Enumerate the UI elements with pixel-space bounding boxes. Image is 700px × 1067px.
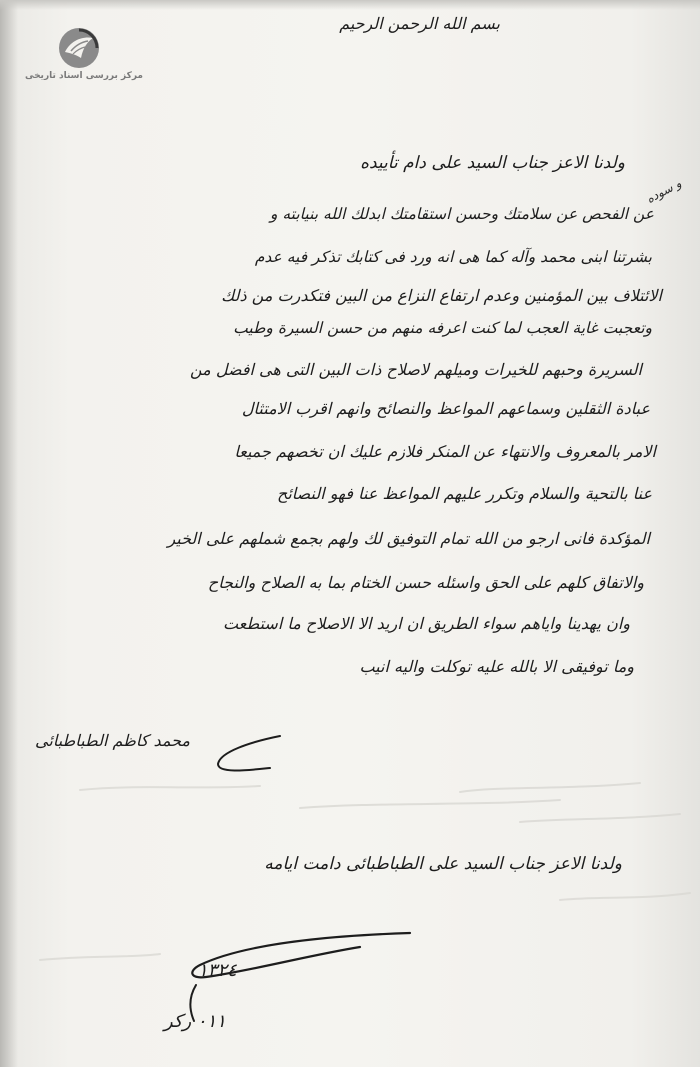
envelope-addressee: ولدنا الاعز جناب السید علی الطباطبائی دامت ایامه [264,854,622,874]
margin-note: و سوده [643,176,684,206]
signature: محمد کاظم الطباطبائی [35,731,190,750]
letter-heading: بسم الله الرحمن الرحیم [339,14,500,33]
addressee-line: ولدنا الاعز جناب السيد علی دام تأییده [360,153,625,173]
date-mark: ١٣٢٤ [198,960,237,981]
letter-body-line: المؤکدة فانی ارجو من الله تمام التوفیق لك ولهم بجمع شملهم علی الخیر [167,529,650,548]
letter-body-line: الامر بالمعروف والانتهاء عن المنکر فلازم علیك ان تخصهم جمیعا [234,442,656,461]
letter-body-line: بشرتنا ابنی محمد وآله کما هی انه ورد فی کتابك تذکر فیه عدم [254,248,652,266]
closing-swash [210,730,290,780]
letter-body-line: والاتفاق کلهم علی الحق واسئله حسن الختام بما به الصلاح والنجاح [207,573,644,592]
letter-body-line: عنا بالتحیة والسلام وتکرر علیهم المواعظ عنا فهو النصائح [277,484,652,503]
letter-body-line: وان یهدینا وایاهم سواء الطریق ان ارید الا الاصلاح ما استطعت [223,614,630,633]
archive-logo-text: مرکز بررسی اسناد تاریخی [24,71,144,81]
letter-body-line: عبادة الثقلین وسماعهم المواعظ والنصائح وانهم اقرب الامتثال [241,399,650,418]
archive-logo [24,26,144,88]
letter-body-line: عن الفحص عن سلامتك وحسن استقامتك ابدلك الله بنيابته و [269,205,654,223]
letter-body-line: الائتلاف بین المؤمنین وعدم ارتفاع النزاع من البین فتکدرت من ذلك [221,286,662,305]
letter-body-line: وتعجبت غایة العجب لما کنت اعرفه منهم من حسن السیرة وطیب [233,319,652,337]
letter-body-line: السریرة وحبهم للخیرات ومیلهم لاصلاح ذات البین التی هی افضل من [190,360,642,379]
letter-body-line: وما توفیقی الا بالله علیه توکلت والیه انیب [359,657,634,676]
book-scroll-icon [57,26,101,70]
reference-mark: ٠١١ رکر [164,1011,226,1032]
